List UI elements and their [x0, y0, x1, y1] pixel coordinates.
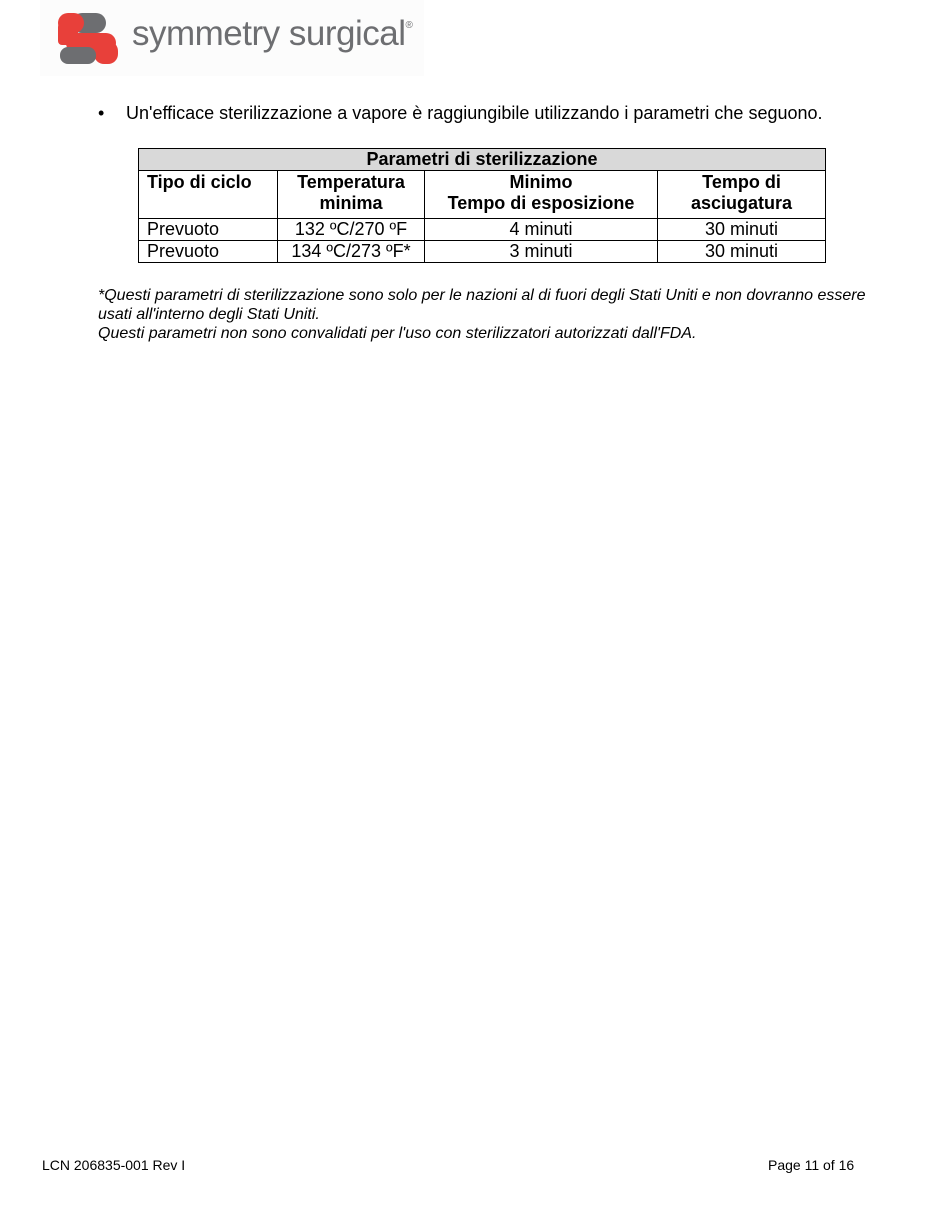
footnote-line-2: Questi parametri non sono convalidati per l'uso con sterilizzatori autorizzati dall'FDA. — [98, 325, 697, 342]
intro-paragraph — [98, 102, 823, 124]
table-header-row — [139, 171, 826, 219]
symmetry-logo-icon — [56, 11, 122, 66]
table-caption: Parametri di sterilizzazione — [139, 149, 826, 171]
cell-cycle: Prevuoto — [139, 219, 278, 241]
logo-wordmark: symmetry surgical® — [132, 14, 413, 53]
cell-exposure: 4 minuti — [425, 219, 658, 241]
cell-cycle: Prevuoto — [139, 241, 278, 263]
header-min-exposure-time: Minimo Tempo di esposizione — [425, 171, 658, 219]
bullet-icon: • — [98, 103, 105, 123]
footnote-line-1: *Questi parametri di sterilizzazione sono solo per le nazioni al di fuori degli Stati Uniti e non dovranno essere usati all'interno degli Stati Uniti. — [98, 287, 866, 323]
header-min-temperature: Temperatura minima — [278, 171, 425, 219]
cell-temperature: 132 ºC/270 ºF — [278, 219, 425, 241]
header-cycle-type: Tipo di ciclo — [139, 171, 278, 219]
table-row — [139, 219, 826, 241]
cell-temperature: 134 ºC/273 ºF* — [278, 241, 425, 263]
footnote — [98, 286, 888, 343]
page-number: Page 11 of 16 — [768, 1157, 855, 1173]
company-logo — [40, 0, 424, 76]
document-id: LCN 206835-001 Rev I — [42, 1157, 186, 1173]
intro-text: Un'efficace sterilizzazione a vapore è raggiungibile utilizzando i parametri che seguono. — [126, 103, 823, 123]
cell-exposure: 3 minuti — [425, 241, 658, 263]
table-row — [139, 241, 826, 263]
cell-drying: 30 minuti — [658, 241, 826, 263]
header-drying-time: Tempo di asciugatura — [658, 171, 826, 219]
sterilization-parameters-table — [138, 148, 826, 263]
cell-drying: 30 minuti — [658, 219, 826, 241]
